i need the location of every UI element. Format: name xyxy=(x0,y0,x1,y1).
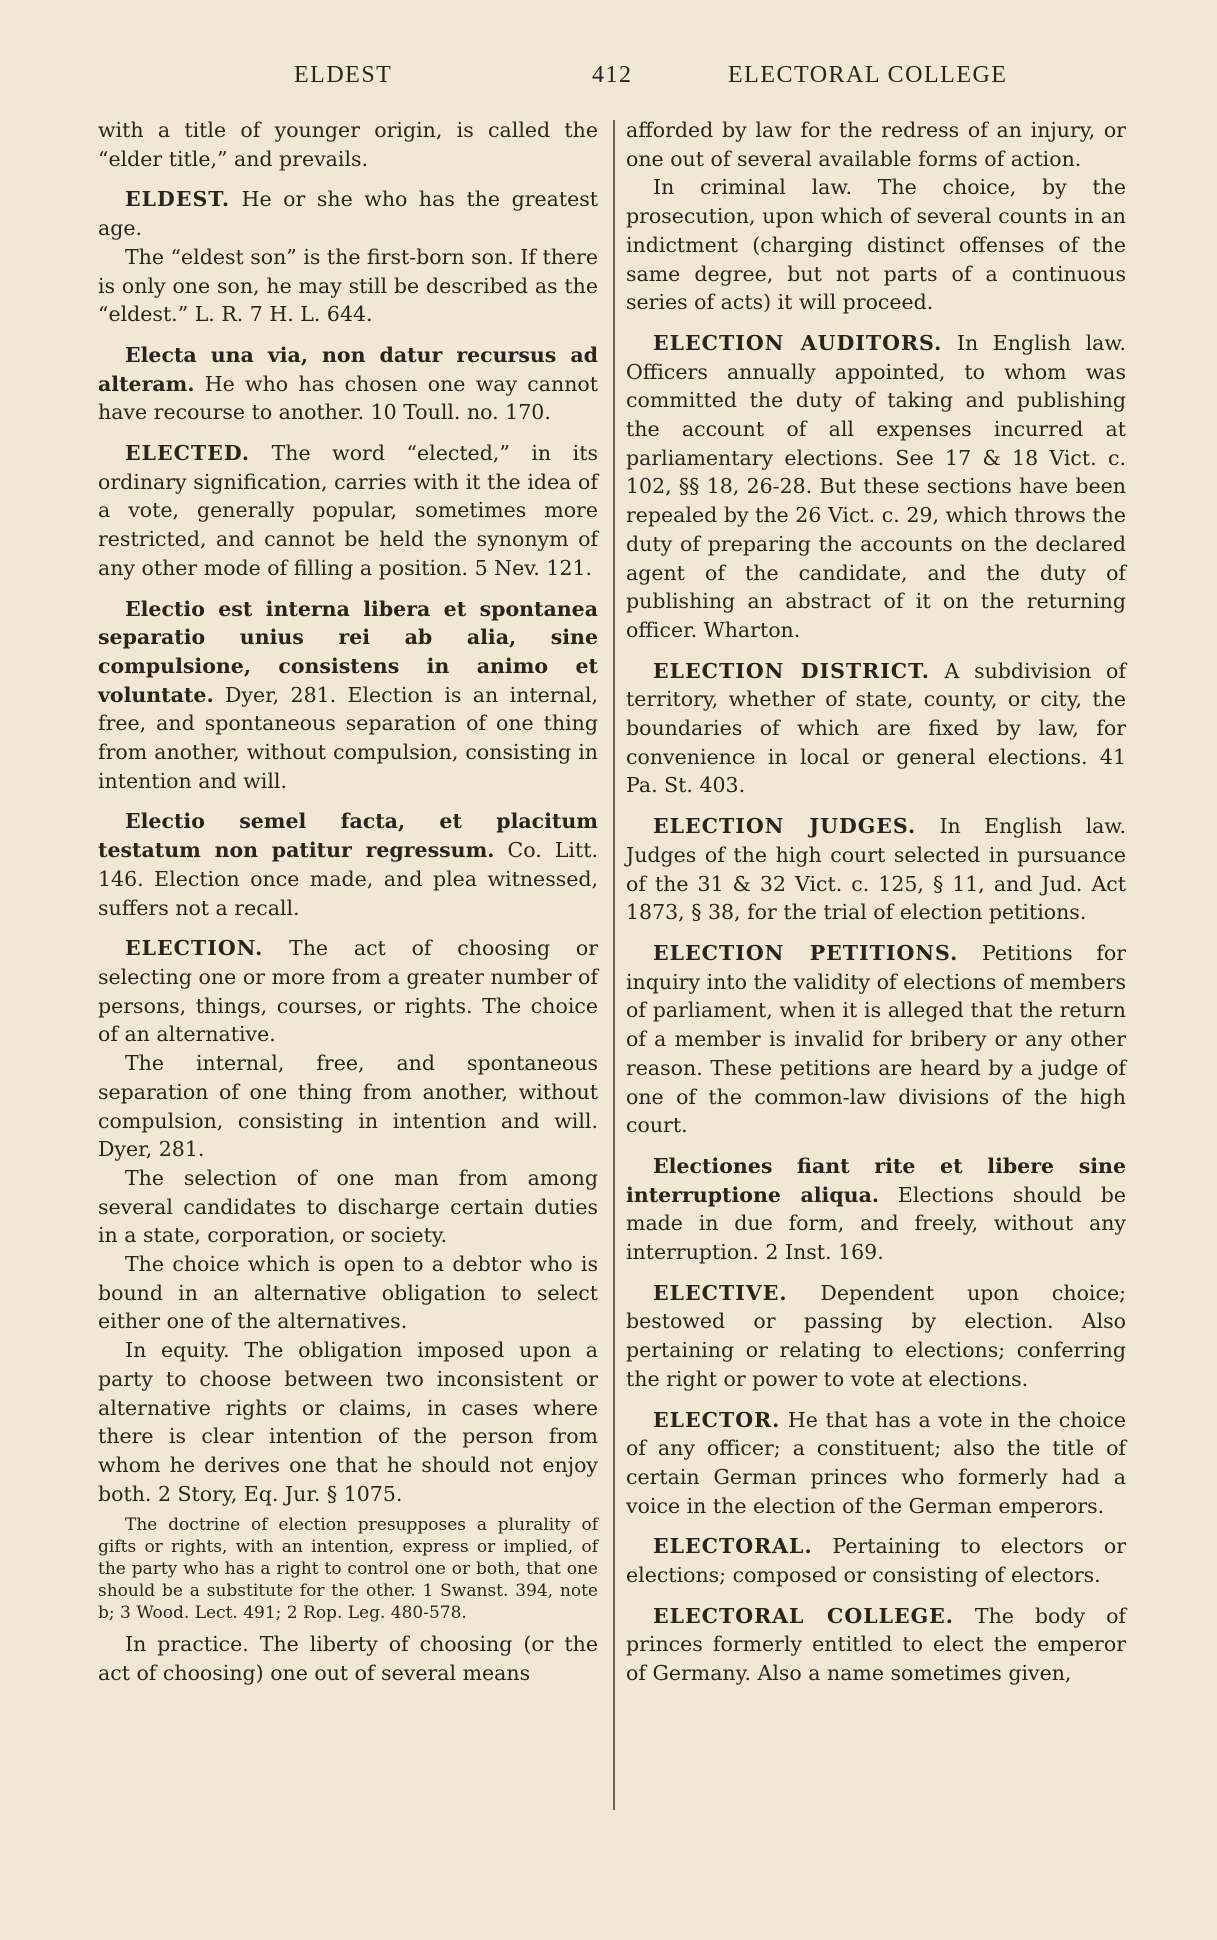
entry-paragraph: In equity. The obligation imposed upon a party to choose between two inconsistent or alternative rights or claims, in cases where there is clear intention of the person from whom he derives one that he should not enjoy both. 2 Story, Eq. Jur. § 1075. xyxy=(98,1338,598,1506)
header-left-guide-word: ELDEST xyxy=(294,62,393,88)
entry-continuation: afforded by law for the redress of an injury, or one out of several available forms of action. xyxy=(626,118,1126,171)
entry-paragraph: The choice which is open to a debtor who is bound in an alternative obligation to select either one of the alternatives. xyxy=(98,1252,598,1334)
entry-paragraph: The selection of one man from among several candidates to discharge certain duties in a state, corporation, or society. xyxy=(98,1165,598,1248)
headword: ELECTION PETITIONS. xyxy=(653,940,959,965)
header-right-guide-word: ELECTORAL COLLEGE xyxy=(728,62,1008,88)
headword: ELECTED. xyxy=(125,441,251,466)
headword: ELECTORAL COLLEGE. xyxy=(653,1603,954,1628)
headword: ELECTION. xyxy=(125,936,264,961)
entry-paragraph: In criminal law. The choice, by the prosecution, upon which of several counts in an indictment (charging distinct offenses of the same degree, but not parts of a continuous series of acts) it will proceed. xyxy=(626,175,1126,315)
entry-electoral-college: ELECTORAL COLLEGE. The body of princes formerly entitled to elect the emperor of Germany. Also a name sometimes given, xyxy=(626,1603,1127,1686)
headword: ELECTION AUDITORS. xyxy=(653,330,943,355)
entry-election-judges: ELECTION JUDGES. In English law. Judges of the high court selected in pursuance of the 31 & 32 Vict. c. 125, § 11, and Jud. Act 1873, § 38, for the trial of election petitions. xyxy=(626,814,1126,925)
headword: ELECTOR. xyxy=(653,1407,781,1432)
column-divider xyxy=(613,120,615,1810)
maxim-latin: Electio est interna libera et spontanea separatio unius rei ab alia, sine compulsione, consistens in animo et voluntate. xyxy=(98,596,598,707)
entry-elective: ELECTIVE. Dependent upon choice; bestowed or passing by election. Also pertaining or relating to elections; conferring the right or power to vote at elections. xyxy=(626,1280,1126,1391)
left-column xyxy=(98,116,598,1688)
headword: ELECTION JUDGES. xyxy=(653,814,917,839)
entry-electoral: ELECTORAL. Pertaining to electors or elections; composed or consisting of electors. xyxy=(626,1534,1126,1588)
headword: ELDEST. xyxy=(125,187,230,212)
right-column xyxy=(626,116,1126,1688)
maxim-latin: Electa una via, non datur recursus ad alteram. xyxy=(98,342,598,396)
entry-elector: ELECTOR. He that has a vote in the choice of any officer; a constituent; also the title of certain German princes who formerly had a voice in the election of the German emperors. xyxy=(626,1407,1126,1518)
headword: ELECTION DISTRICT. xyxy=(653,658,930,683)
entry-elected: ELECTED. The word “elected,” in its ordinary signification, carries with it the idea of a vote, generally popular, sometimes more restricted, and cannot be held the synonym of any other mode of filling a position. 5 Nev. 121. xyxy=(98,441,598,580)
entry-maxim: Electio est interna libera et spontanea separatio unius rei ab alia, sine compulsione, consistens in animo et voluntate. Dyer, 281. Election is an internal, free, and spontaneous separation of one thing from another, without compulsion, consisting in intention and will. xyxy=(98,596,598,793)
entry-paragraph: The “eldest son” is the first-born son. If there is only one son, he may still be described as the “eldest.” L. R. 7 H. L. 644. xyxy=(98,244,598,327)
entry-maxim: Electio semel facta, et placitum testatum non patitur regressum. Co. Litt. 146. Election once made, and plea witnessed, suffers not a recall. xyxy=(98,809,598,920)
running-head xyxy=(98,62,1128,94)
entry-note: The doctrine of election presupposes a plurality of gifts or rights, with an intention, express or implied, of the party who has a right to control one or both, that one should be a substitute for the other. 1 Swanst. 394, note b; 3 Wood. Lect. 491; 2 Rop. Leg. 480-578. xyxy=(98,1515,598,1624)
entry-continuation: with a title of younger origin, is called the “elder title,” and prevails. xyxy=(98,118,598,171)
page-number: 412 xyxy=(592,62,633,88)
maxim-latin: Electio semel facta, et placitum testatum non patitur regressum. xyxy=(98,809,598,863)
entry-maxim: Electa una via, non datur recursus ad alteram. He who has chosen one way cannot have recourse to another. 10 Toull. no. 170. xyxy=(98,342,598,425)
entry-maxim: Electiones fiant rite et libere sine interruptione aliqua. Elections should be made in due form, and freely, without any interruption. 2 Inst. 169. xyxy=(626,1153,1126,1265)
entry-election-petitions: ELECTION PETITIONS. Petitions for inquiry into the validity of elections of members of parliament, when it is alleged that the return of a member is invalid for bribery or any other reason. These petitions are heard by a judge of one of the common-law divisions of the high court. xyxy=(626,940,1127,1138)
headword: ELECTORAL. xyxy=(653,1534,813,1559)
entry-paragraph: The internal, free, and spontaneous separation of one thing from another, without compulsion, consisting in intention and will. Dyer, 281. xyxy=(98,1051,598,1162)
entry-election-district: ELECTION DISTRICT. A subdivision of territory, whether of state, county, or city, the boundaries of which are fixed by law, for convenience in local or general elections. 41 Pa. St. 403. xyxy=(626,658,1126,798)
entry-paragraph: In practice. The liberty of choosing (or the act of choosing) one out of several means xyxy=(98,1632,598,1686)
entry-eldest: ELDEST. He or she who has the greatest age. xyxy=(98,187,598,241)
maxim-latin: Electiones fiant rite et libere sine interruptione aliqua. xyxy=(626,1153,1126,1207)
headword: ELECTIVE. xyxy=(653,1280,788,1305)
entry-election-auditors: ELECTION AUDITORS. In English law. Officers annually appointed, to whom was committed the duty of taking and publishing the account of all expenses incurred at parliamentary elections. See 17 & 18 Vict. c. 102, §§ 18, 26-28. But these sections have been repealed by the 26 Vict. c. 29, which throws the duty of preparing the accounts on the declared agent of the candidate, and the duty of publishing an abstract of it on the returning officer. Wharton. xyxy=(626,330,1126,642)
entry-election: ELECTION. The act of choosing or selecting one or more from a greater number of persons, things, courses, or rights. The choice of an alternative. xyxy=(98,936,598,1047)
